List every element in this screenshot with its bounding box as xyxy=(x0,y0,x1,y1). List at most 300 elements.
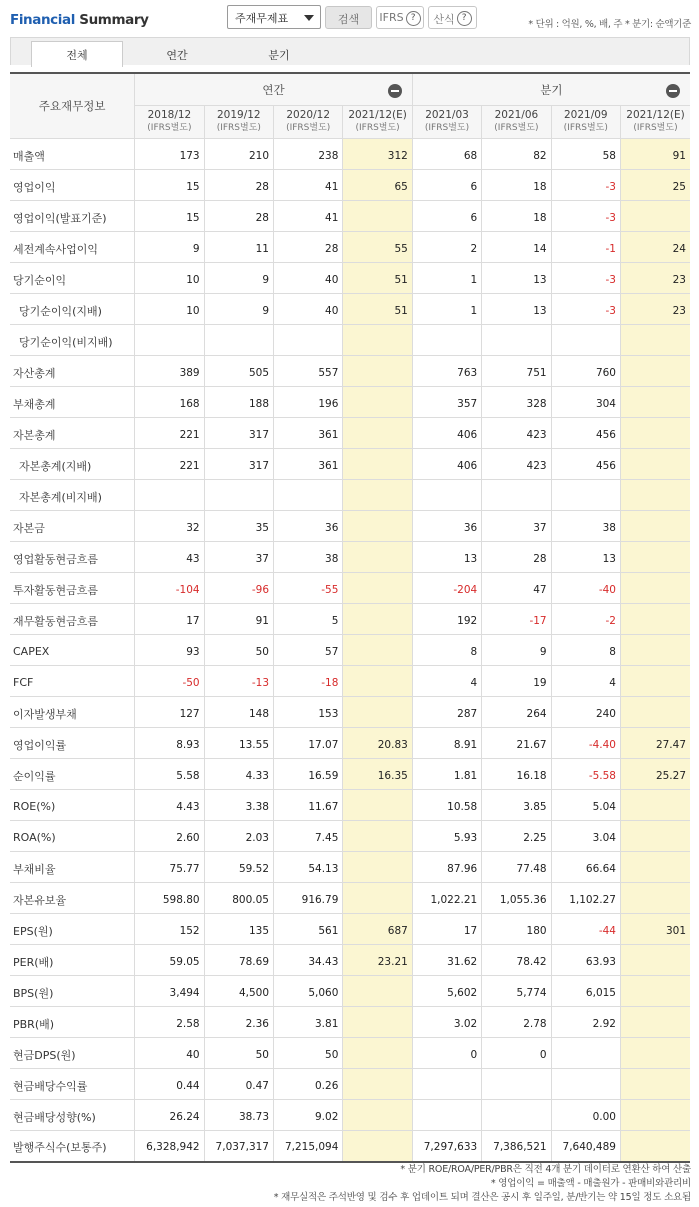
table-cell: 38 xyxy=(274,542,343,573)
table-cell xyxy=(620,1131,690,1162)
formula-help-button[interactable] xyxy=(428,6,477,29)
table-cell: 7,640,489 xyxy=(551,1131,620,1162)
table-cell xyxy=(482,1069,551,1100)
table-row xyxy=(10,1100,690,1131)
table-cell: 916.79 xyxy=(274,883,343,914)
row-label: 영업이익 xyxy=(10,170,135,201)
table-cell xyxy=(135,325,204,356)
table-cell: 3,494 xyxy=(135,976,204,1007)
question-icon: ? xyxy=(457,11,472,26)
table-cell: 423 xyxy=(482,418,551,449)
table-cell xyxy=(620,387,690,418)
tab-annual[interactable]: 연간 xyxy=(166,49,188,62)
table-cell: 15 xyxy=(135,170,204,201)
row-label: ROE(%) xyxy=(10,790,135,821)
table-cell: 3.02 xyxy=(412,1007,481,1038)
table-cell: 34.43 xyxy=(274,945,343,976)
table-cell: 13 xyxy=(551,542,620,573)
table-cell xyxy=(204,325,273,356)
table-cell: -2 xyxy=(551,604,620,635)
table-row xyxy=(10,325,690,356)
table-cell: 0.44 xyxy=(135,1069,204,1100)
row-label: 세전계속사업이익 xyxy=(10,232,135,263)
table-cell: 59.05 xyxy=(135,945,204,976)
table-cell: 287 xyxy=(412,697,481,728)
table-row xyxy=(10,263,690,294)
table-cell xyxy=(620,604,690,635)
table-cell: 0.26 xyxy=(274,1069,343,1100)
table-cell: 50 xyxy=(204,1038,273,1069)
table-cell: 11.67 xyxy=(274,790,343,821)
table-cell: 23.21 xyxy=(343,945,412,976)
table-row xyxy=(10,790,690,821)
table-row xyxy=(10,201,690,232)
table-cell: -40 xyxy=(551,573,620,604)
title-summary: Summary xyxy=(79,12,149,28)
corner-header: 주요재무정보 xyxy=(10,73,135,139)
table-cell: 135 xyxy=(204,914,273,945)
row-label: 자산총계 xyxy=(10,356,135,387)
table-cell xyxy=(343,1100,412,1131)
table-cell: 28 xyxy=(274,232,343,263)
footnote: * 영업이익 = 매출액 - 매출원가 - 판매비와관리비 xyxy=(490,1178,691,1189)
table-cell: -104 xyxy=(135,573,204,604)
table-cell: 180 xyxy=(482,914,551,945)
table-cell: 28 xyxy=(204,170,273,201)
table-cell: 5 xyxy=(274,604,343,635)
table-row xyxy=(10,852,690,883)
table-cell: -5.58 xyxy=(551,759,620,790)
row-label: 매출액 xyxy=(10,139,135,170)
table-cell: 54.13 xyxy=(274,852,343,883)
table-cell: 238 xyxy=(274,139,343,170)
column-period: 2021/06 xyxy=(494,109,539,121)
table-cell: 8 xyxy=(412,635,481,666)
column-period: 2020/12 xyxy=(286,109,330,121)
table-cell xyxy=(343,573,412,604)
table-cell: 21.67 xyxy=(482,728,551,759)
collapse-icon[interactable] xyxy=(666,84,680,98)
table-cell: 5.93 xyxy=(412,821,481,852)
table-cell: 28 xyxy=(204,201,273,232)
table-cell: 1,055.36 xyxy=(482,883,551,914)
column-basis: (IFRS별도) xyxy=(563,123,608,133)
table-cell: 6,015 xyxy=(551,976,620,1007)
table-cell: 4,500 xyxy=(204,976,273,1007)
table-cell: 66.64 xyxy=(551,852,620,883)
table-cell: 751 xyxy=(482,356,551,387)
table-row xyxy=(10,945,690,976)
table-cell: -4.40 xyxy=(551,728,620,759)
search-button[interactable]: 검색 xyxy=(325,6,372,29)
table-cell: 37 xyxy=(204,542,273,573)
table-cell: 40 xyxy=(274,263,343,294)
table-cell: 31.62 xyxy=(412,945,481,976)
table-cell xyxy=(343,480,412,511)
table-cell: 328 xyxy=(482,387,551,418)
table-cell: 2.60 xyxy=(135,821,204,852)
table-cell xyxy=(343,449,412,480)
table-cell: 77.48 xyxy=(482,852,551,883)
statement-type-select[interactable] xyxy=(227,5,321,29)
table-cell: 148 xyxy=(204,697,273,728)
collapse-icon[interactable] xyxy=(388,84,402,98)
table-cell: 6 xyxy=(412,170,481,201)
table-cell: 1,022.21 xyxy=(412,883,481,914)
page-title xyxy=(10,12,149,28)
table-cell: 32 xyxy=(135,511,204,542)
table-cell: 1 xyxy=(412,294,481,325)
table-cell xyxy=(620,852,690,883)
table-cell xyxy=(620,449,690,480)
tab-quarter[interactable]: 분기 xyxy=(268,49,290,62)
table-cell: 800.05 xyxy=(204,883,273,914)
table-cell: 47 xyxy=(482,573,551,604)
column-basis: (IFRS별도) xyxy=(355,123,400,133)
table-cell: 17.07 xyxy=(274,728,343,759)
table-cell: 68 xyxy=(412,139,481,170)
row-label: 자본금 xyxy=(10,511,135,542)
row-label: 자본총계(비지배) xyxy=(10,480,135,511)
table-cell xyxy=(551,1038,620,1069)
column-basis: (IFRS별도) xyxy=(216,123,261,133)
table-cell xyxy=(620,945,690,976)
table-cell: 5.58 xyxy=(135,759,204,790)
table-cell: 8.93 xyxy=(135,728,204,759)
table-cell: 13 xyxy=(412,542,481,573)
table-cell: 15 xyxy=(135,201,204,232)
table-cell: 41 xyxy=(274,170,343,201)
row-label: 순이익률 xyxy=(10,759,135,790)
unit-note: * 단위 : 억원, %, 배, 주 * 분기: 순액기준 xyxy=(528,19,691,30)
table-cell: 317 xyxy=(204,449,273,480)
table-row xyxy=(10,1131,690,1162)
table-row xyxy=(10,1007,690,1038)
table-row xyxy=(10,387,690,418)
table-cell: -3 xyxy=(551,201,620,232)
table-cell: 20.83 xyxy=(343,728,412,759)
table-cell xyxy=(135,480,204,511)
table-cell: 6 xyxy=(412,201,481,232)
table-cell xyxy=(620,883,690,914)
table-cell xyxy=(343,1007,412,1038)
table-cell: -44 xyxy=(551,914,620,945)
table-cell: 40 xyxy=(135,1038,204,1069)
table-cell xyxy=(620,1038,690,1069)
table-cell xyxy=(343,542,412,573)
table-cell xyxy=(343,666,412,697)
table-row xyxy=(10,294,690,325)
table-cell xyxy=(620,821,690,852)
table-cell: 13 xyxy=(482,294,551,325)
row-label: 자본유보율 xyxy=(10,883,135,914)
table-cell: 3.81 xyxy=(274,1007,343,1038)
table-cell: 78.42 xyxy=(482,945,551,976)
table-cell: 0 xyxy=(482,1038,551,1069)
table-cell: 240 xyxy=(551,697,620,728)
table-cell: -50 xyxy=(135,666,204,697)
table-row xyxy=(10,139,690,170)
ifrs-label: IFRS xyxy=(379,11,404,24)
table-cell: 51 xyxy=(343,294,412,325)
table-cell xyxy=(482,325,551,356)
table-cell xyxy=(412,1069,481,1100)
table-row xyxy=(10,170,690,201)
table-cell xyxy=(620,480,690,511)
table-cell: 65 xyxy=(343,170,412,201)
table-cell: 23 xyxy=(620,294,690,325)
row-label: FCF xyxy=(10,666,135,697)
table-cell: 361 xyxy=(274,418,343,449)
title-financial: Financial xyxy=(10,12,75,28)
statement-type-value: 주재무제표 xyxy=(235,12,289,25)
table-cell: 389 xyxy=(135,356,204,387)
table-cell xyxy=(343,883,412,914)
column-basis: (IFRS별도) xyxy=(286,123,331,133)
table-cell xyxy=(620,666,690,697)
table-cell xyxy=(620,418,690,449)
column-period: 2021/12(E) xyxy=(626,109,685,121)
table-row xyxy=(10,480,690,511)
column-period: 2021/12(E) xyxy=(348,109,407,121)
table-cell: 18 xyxy=(482,170,551,201)
table-row xyxy=(10,418,690,449)
table-cell: 10 xyxy=(135,263,204,294)
table-cell xyxy=(551,325,620,356)
row-label: 당기순이익(비지배) xyxy=(10,325,135,356)
table-cell: 2.78 xyxy=(482,1007,551,1038)
table-cell: 1 xyxy=(412,263,481,294)
table-row xyxy=(10,604,690,635)
table-cell xyxy=(274,325,343,356)
table-cell: 14 xyxy=(482,232,551,263)
table-cell: 82 xyxy=(482,139,551,170)
table-cell: -96 xyxy=(204,573,273,604)
table-cell: 7,297,633 xyxy=(412,1131,481,1162)
table-cell xyxy=(620,201,690,232)
table-cell: -13 xyxy=(204,666,273,697)
tab-all[interactable]: 전체 xyxy=(31,41,123,67)
table-row xyxy=(10,1069,690,1100)
table-cell: 7,215,094 xyxy=(274,1131,343,1162)
table-cell: 43 xyxy=(135,542,204,573)
footnotes xyxy=(274,1163,691,1205)
table-cell: 7,386,521 xyxy=(482,1131,551,1162)
ifrs-help-button[interactable] xyxy=(376,6,424,29)
table-cell: 173 xyxy=(135,139,204,170)
row-label: 부채총계 xyxy=(10,387,135,418)
table-cell: 26.24 xyxy=(135,1100,204,1131)
table-row xyxy=(10,697,690,728)
table-cell: 59.52 xyxy=(204,852,273,883)
table-row xyxy=(10,449,690,480)
table-row xyxy=(10,232,690,263)
table-cell: 91 xyxy=(620,139,690,170)
table-cell: 192 xyxy=(412,604,481,635)
table-cell: 1,102.27 xyxy=(551,883,620,914)
table-cell xyxy=(343,697,412,728)
table-cell: 23 xyxy=(620,263,690,294)
table-cell: 221 xyxy=(135,418,204,449)
table-cell xyxy=(620,573,690,604)
table-cell xyxy=(343,852,412,883)
table-cell: 75.77 xyxy=(135,852,204,883)
quarter-group-label: 분기 xyxy=(540,82,563,97)
annual-group-header xyxy=(135,73,413,106)
table-cell xyxy=(620,511,690,542)
table-cell: 561 xyxy=(274,914,343,945)
table-cell: -3 xyxy=(551,170,620,201)
row-label: 발행주식수(보통주) xyxy=(10,1131,135,1162)
column-header xyxy=(620,106,690,139)
table-cell: 357 xyxy=(412,387,481,418)
annual-group-label: 연간 xyxy=(262,82,285,97)
table-row xyxy=(10,511,690,542)
table-cell: 1.81 xyxy=(412,759,481,790)
table-cell: 78.69 xyxy=(204,945,273,976)
financial-summary-table xyxy=(10,72,690,1163)
table-cell: 3.04 xyxy=(551,821,620,852)
table-cell: 25.27 xyxy=(620,759,690,790)
row-label: CAPEX xyxy=(10,635,135,666)
column-basis: (IFRS별도) xyxy=(424,123,470,133)
column-header xyxy=(343,106,412,139)
table-cell: 5,774 xyxy=(482,976,551,1007)
table-cell xyxy=(412,480,481,511)
table-cell: 152 xyxy=(135,914,204,945)
table-cell: 0.00 xyxy=(551,1100,620,1131)
table-cell xyxy=(343,325,412,356)
table-cell: 361 xyxy=(274,449,343,480)
table-cell: 3.38 xyxy=(204,790,273,821)
table-cell xyxy=(274,480,343,511)
column-period: 2021/09 xyxy=(563,109,608,121)
table-cell: 8.91 xyxy=(412,728,481,759)
footnote: * 분기 ROE/ROA/PER/PBR은 직전 4개 분기 데이터로 연환산 하여 산출 xyxy=(400,1164,691,1175)
row-label: 부채비율 xyxy=(10,852,135,883)
table-cell: 301 xyxy=(620,914,690,945)
table-cell: -3 xyxy=(551,294,620,325)
table-cell: -18 xyxy=(274,666,343,697)
table-cell: 25 xyxy=(620,170,690,201)
table-cell xyxy=(343,511,412,542)
table-cell: 760 xyxy=(551,356,620,387)
period-tabs xyxy=(10,37,690,65)
table-cell: -17 xyxy=(482,604,551,635)
footnote: * 재무실적은 주석반영 및 검수 후 업데이트 되며 결산은 공시 후 일주일, 분/반기는 약 15일 정도 소요됨 xyxy=(273,1192,691,1203)
table-cell xyxy=(343,976,412,1007)
table-cell: 38.73 xyxy=(204,1100,273,1131)
table-cell xyxy=(551,480,620,511)
table-cell: 17 xyxy=(412,914,481,945)
table-cell xyxy=(343,387,412,418)
table-cell xyxy=(482,1100,551,1131)
row-label: 영업이익률 xyxy=(10,728,135,759)
table-cell: 16.59 xyxy=(274,759,343,790)
table-cell: 4 xyxy=(551,666,620,697)
table-cell: 5.04 xyxy=(551,790,620,821)
table-cell: 4 xyxy=(412,666,481,697)
table-row xyxy=(10,542,690,573)
table-cell: 37 xyxy=(482,511,551,542)
column-header xyxy=(412,106,481,139)
row-label: 현금배당수익률 xyxy=(10,1069,135,1100)
table-cell: 0 xyxy=(412,1038,481,1069)
table-cell: 50 xyxy=(274,1038,343,1069)
table-cell: 28 xyxy=(482,542,551,573)
table-row xyxy=(10,914,690,945)
top-bar xyxy=(0,0,699,36)
table-cell: -3 xyxy=(551,263,620,294)
table-cell: 38 xyxy=(551,511,620,542)
table-row xyxy=(10,635,690,666)
table-cell: 687 xyxy=(343,914,412,945)
table-cell: 19 xyxy=(482,666,551,697)
column-basis: (IFRS별도) xyxy=(494,123,539,133)
table-cell: 36 xyxy=(412,511,481,542)
row-label: EPS(원) xyxy=(10,914,135,945)
row-label: 영업이익(발표기준) xyxy=(10,201,135,232)
table-cell: 456 xyxy=(551,449,620,480)
table-row xyxy=(10,666,690,697)
table-cell: 87.96 xyxy=(412,852,481,883)
table-cell xyxy=(620,356,690,387)
table-cell: 2.92 xyxy=(551,1007,620,1038)
table-cell xyxy=(620,790,690,821)
table-cell: 598.80 xyxy=(135,883,204,914)
table-cell: 17 xyxy=(135,604,204,635)
table-cell: 8 xyxy=(551,635,620,666)
table-cell: 13 xyxy=(482,263,551,294)
row-label: 이자발생부채 xyxy=(10,697,135,728)
table-cell: 10.58 xyxy=(412,790,481,821)
table-cell xyxy=(620,542,690,573)
table-cell: 63.93 xyxy=(551,945,620,976)
table-cell xyxy=(482,480,551,511)
table-cell xyxy=(343,1038,412,1069)
table-cell: 2 xyxy=(412,232,481,263)
table-cell: 50 xyxy=(204,635,273,666)
table-cell: -204 xyxy=(412,573,481,604)
table-cell xyxy=(343,356,412,387)
table-cell xyxy=(343,1131,412,1162)
row-label: 재무활동현금흐름 xyxy=(10,604,135,635)
chevron-down-icon xyxy=(304,15,314,21)
table-cell xyxy=(412,1100,481,1131)
table-cell: 6,328,942 xyxy=(135,1131,204,1162)
table-cell: 16.35 xyxy=(343,759,412,790)
question-icon: ? xyxy=(406,11,421,26)
table-cell xyxy=(343,790,412,821)
row-label: ROA(%) xyxy=(10,821,135,852)
column-header xyxy=(135,106,204,139)
column-period: 2019/12 xyxy=(216,109,261,121)
table-cell: 3.85 xyxy=(482,790,551,821)
row-label: 투자활동현금흐름 xyxy=(10,573,135,604)
column-header xyxy=(551,106,620,139)
table-cell: 93 xyxy=(135,635,204,666)
table-cell: 2.36 xyxy=(204,1007,273,1038)
table-cell: 10 xyxy=(135,294,204,325)
column-period: 2021/03 xyxy=(425,109,469,121)
table-cell: -55 xyxy=(274,573,343,604)
table-cell xyxy=(620,1007,690,1038)
table-cell: 188 xyxy=(204,387,273,418)
table-cell: 40 xyxy=(274,294,343,325)
table-cell: 505 xyxy=(204,356,273,387)
table-cell: 196 xyxy=(274,387,343,418)
table-cell: 210 xyxy=(204,139,273,170)
